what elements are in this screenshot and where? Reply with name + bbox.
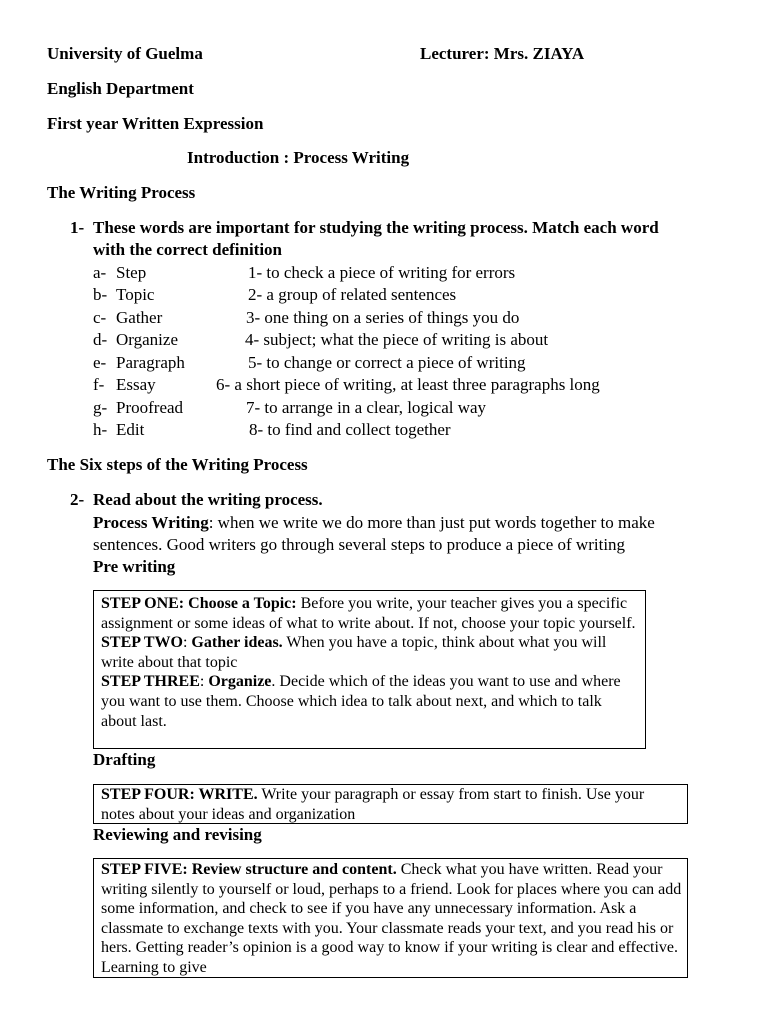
step-one-label: STEP ONE: Choose a Topic: <box>101 595 297 612</box>
reviewing-revising-label: Reviewing and revising <box>93 825 262 844</box>
course-name: First year Written Expression <box>47 114 264 133</box>
step-two-text: When you have a topic, think about what you will write about that topic <box>101 634 607 671</box>
step-one <box>101 594 639 633</box>
word-letter: g- <box>93 398 108 417</box>
definition-item: 1- to check a piece of writing for errors <box>248 263 516 282</box>
list-item <box>93 285 154 305</box>
step-two-label: STEP TWO <box>101 634 183 652</box>
word-term: Step <box>116 263 147 282</box>
step-four <box>101 785 681 824</box>
section-heading-writing-process: The Writing Process <box>47 183 196 202</box>
word-letter: e- <box>93 353 107 372</box>
process-writing-definition: : when we write we do more than just put words together to make <box>208 513 655 532</box>
step-two <box>101 633 639 672</box>
step-five-text: Check what you have written. Read your writing silently to yourself or loud, perhaps to a friend. Look for places where you can add some information, and check to see if you have any unnecessary information. Ask a classmate to exchange texts with you. Your classmate reads your text, and you read his or hers. Getting reader’s opinion is a good way to know if your writing is clear and effective. Learning to give <box>101 861 682 976</box>
list-item <box>93 353 185 373</box>
step-three-title: Organize <box>208 673 272 691</box>
step-four-label: STEP FOUR: WRITE. <box>101 786 258 803</box>
reviewing-step-box <box>93 858 688 978</box>
list-item <box>93 398 183 418</box>
word-term: Gather <box>116 308 163 327</box>
list-item <box>93 375 156 395</box>
step-one-text: Before you write, your teacher gives you a specific assignment or some ideas of what to write about. If not, choose your topic yourself. <box>101 595 636 632</box>
question-2-number: 2- <box>70 490 85 509</box>
drafting-label: Drafting <box>93 750 156 769</box>
list-item <box>93 308 162 328</box>
question-1-line-2: with the correct definition <box>93 240 283 259</box>
word-letter: a- <box>93 263 107 282</box>
definition-item: 7- to arrange in a clear, logical way <box>246 398 487 417</box>
document-title: Introduction : Process Writing <box>187 148 410 167</box>
word-letter: b- <box>93 285 108 304</box>
definition-item: 5- to change or correct a piece of writing <box>248 353 526 372</box>
word-letter: c- <box>93 308 107 327</box>
definition-item: 3- one thing on a series of things you do <box>246 308 520 327</box>
prewriting-steps-box <box>93 590 646 749</box>
word-term: Topic <box>116 285 155 304</box>
definition-item: 4- subject; what the piece of writing is about <box>245 330 549 349</box>
step-three <box>101 672 639 731</box>
question-1-line-1: These words are important for studying the writing process. Match each word <box>93 218 659 237</box>
university-name: University of Guelma <box>47 44 203 63</box>
step-three-label: STEP THREE <box>101 673 200 691</box>
word-letter: f- <box>93 375 105 394</box>
step-four-text: Write your paragraph or essay from start to finish. Use your notes about your ideas and organization <box>101 786 645 823</box>
word-term: Proofread <box>116 398 184 417</box>
definition-item: 6- a short piece of writing, at least three paragraphs long <box>216 375 600 394</box>
department-name: English Department <box>47 79 194 98</box>
word-term: Edit <box>116 420 145 439</box>
step-five-label: STEP FIVE: Review structure and content. <box>101 861 397 878</box>
definition-item: 2- a group of related sentences <box>248 285 457 304</box>
word-term: Essay <box>116 375 156 394</box>
word-letter: h- <box>93 420 108 439</box>
section-heading-six-steps: The Six steps of the Writing Process <box>47 455 308 474</box>
step-two-title: Gather ideas. <box>191 634 283 652</box>
prewriting-label: Pre writing <box>93 557 176 576</box>
list-item <box>93 263 146 283</box>
definition-item: 8- to find and collect together <box>249 420 451 439</box>
step-five <box>101 860 682 978</box>
list-item <box>93 330 178 350</box>
process-writing-definition-line-1 <box>93 513 655 533</box>
question-2-text: Read about the writing process. <box>93 490 323 509</box>
word-term: Organize <box>116 330 178 349</box>
step-two-colon: : <box>182 634 192 652</box>
word-letter: d- <box>93 330 108 349</box>
process-writing-term: Process Writing <box>93 513 209 532</box>
lecturer-name: Lecturer: Mrs. ZIAYA <box>420 44 585 63</box>
step-three-text: . Decide which of the ideas you want to use and where you want to use them. Choose which idea to talk about next, and which to talk about last. <box>101 673 621 730</box>
word-term: Paragraph <box>116 353 185 372</box>
drafting-step-box <box>93 784 688 824</box>
process-writing-definition-line-2: sentences. Good writers go through several steps to produce a piece of writing <box>93 535 626 554</box>
step-three-colon: : <box>199 673 209 691</box>
question-1-number: 1- <box>70 218 85 237</box>
list-item <box>93 420 144 440</box>
